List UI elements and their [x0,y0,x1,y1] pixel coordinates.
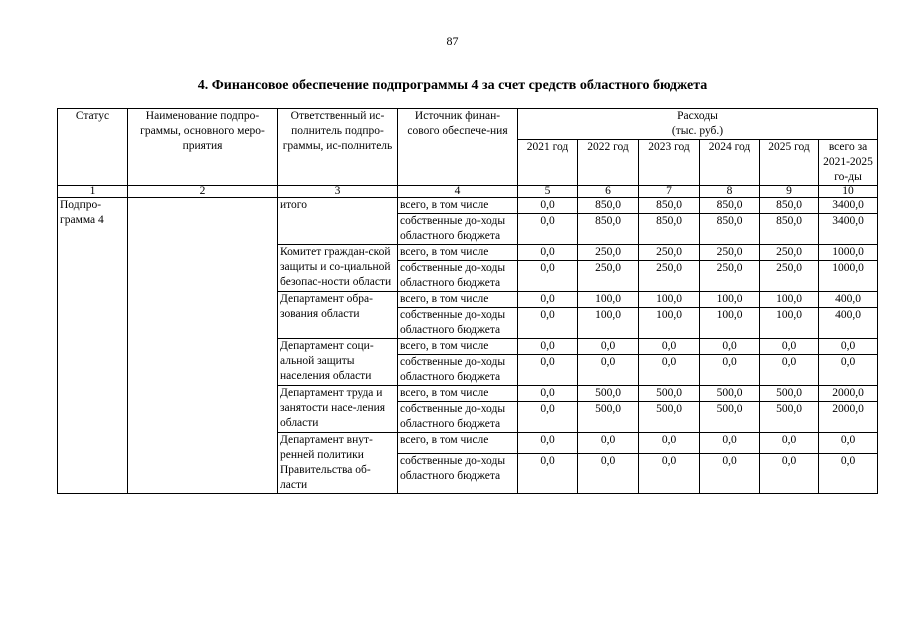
value-cell: 500,0 [639,402,700,433]
value-cell: 0,0 [518,386,578,402]
header-row [58,109,878,140]
value-cell: 250,0 [760,261,819,292]
value-cell: 100,0 [760,308,819,339]
page-number: 87 [446,34,459,48]
column-number: 6 [578,186,639,198]
value-cell: 250,0 [639,245,700,261]
value-cell: 500,0 [760,386,819,402]
source-cell: всего, в том числе [398,245,518,261]
value-cell: 850,0 [760,214,819,245]
header-year: 2024 год [700,140,760,186]
column-number: 9 [760,186,819,198]
column-number-row [58,186,878,198]
value-cell: 850,0 [578,198,639,214]
value-cell: 0,0 [760,433,819,454]
value-cell: 100,0 [578,308,639,339]
value-cell: 0,0 [518,245,578,261]
value-cell: 100,0 [700,308,760,339]
total-cell: 3400,0 [819,198,878,214]
source-cell: всего, в том числе [398,433,518,454]
value-cell: 0,0 [700,355,760,386]
value-cell: 500,0 [578,402,639,433]
executor-cell: Комитет граждан-ской защиты и со-циальной безопас-ности области [278,245,398,292]
total-cell: 0,0 [819,339,878,355]
header-year: 2023 год [639,140,700,186]
header-expenses-label: Расходы [677,110,718,122]
total-cell: 400,0 [819,292,878,308]
budget-table [57,108,878,494]
value-cell: 100,0 [700,292,760,308]
column-number: 7 [639,186,700,198]
value-cell: 500,0 [700,402,760,433]
executor-cell: Департамент труда и занятости насе-ления области [278,386,398,433]
value-cell: 250,0 [578,261,639,292]
value-cell: 0,0 [760,339,819,355]
header-total: всего за 2021-2025 го-ды [819,140,878,186]
value-cell: 500,0 [578,386,639,402]
value-cell: 0,0 [760,453,819,493]
value-cell: 100,0 [760,292,819,308]
value-cell: 250,0 [578,245,639,261]
value-cell: 0,0 [578,433,639,454]
total-cell: 400,0 [819,308,878,339]
value-cell: 500,0 [700,386,760,402]
value-cell: 0,0 [518,214,578,245]
value-cell: 0,0 [518,308,578,339]
executor-cell: Департамент соци-альной защиты населения области [278,339,398,386]
header-year: 2021 год [518,140,578,186]
total-cell: 2000,0 [819,402,878,433]
value-cell: 0,0 [518,198,578,214]
column-number: 4 [398,186,518,198]
value-cell: 850,0 [639,198,700,214]
header-year: 2025 год [760,140,819,186]
total-cell: 0,0 [819,433,878,454]
source-cell: собственные до-ходы областного бюджета [398,453,518,493]
total-cell: 1000,0 [819,261,878,292]
value-cell: 850,0 [700,214,760,245]
column-number: 10 [819,186,878,198]
value-cell: 850,0 [760,198,819,214]
budget-table-body [58,198,878,494]
section-title: 4. Финансовое обеспечение подпрограммы 4 за счет средств областного бюджета [197,78,708,93]
source-cell: всего, в том числе [398,386,518,402]
source-cell: собственные до-ходы областного бюджета [398,355,518,386]
header-status: Статус [58,109,128,186]
value-cell: 850,0 [639,214,700,245]
source-cell: собственные до-ходы областного бюджета [398,308,518,339]
header-source: Источник финан-сового обеспече-ния [398,109,518,186]
value-cell: 0,0 [578,355,639,386]
value-cell: 0,0 [518,261,578,292]
value-cell: 0,0 [639,453,700,493]
value-cell: 850,0 [578,214,639,245]
source-cell: всего, в том числе [398,292,518,308]
column-number: 2 [128,186,278,198]
value-cell: 0,0 [518,433,578,454]
value-cell: 0,0 [700,453,760,493]
executor-cell: Департамент обра-зования области [278,292,398,339]
total-cell: 1000,0 [819,245,878,261]
table-row [58,198,878,214]
header-name: Наименование подпро-граммы, основного меро-приятия [128,109,278,186]
source-cell: собственные до-ходы областного бюджета [398,402,518,433]
source-cell: всего, в том числе [398,198,518,214]
value-cell: 0,0 [578,339,639,355]
value-cell: 0,0 [760,355,819,386]
value-cell: 0,0 [518,355,578,386]
name-cell [128,198,278,494]
header-expenses-unit: (тыс. руб.) [671,125,724,137]
value-cell: 0,0 [518,453,578,493]
value-cell: 100,0 [639,292,700,308]
value-cell: 250,0 [700,245,760,261]
value-cell: 0,0 [578,453,639,493]
executor-cell: Департамент внут-ренней политики Правительства об-ласти [278,433,398,494]
value-cell: 250,0 [700,261,760,292]
column-number: 1 [58,186,128,198]
value-cell: 250,0 [760,245,819,261]
column-number: 3 [278,186,398,198]
value-cell: 0,0 [639,339,700,355]
value-cell: 0,0 [518,402,578,433]
header-year: 2022 год [578,140,639,186]
total-cell: 3400,0 [819,214,878,245]
value-cell: 0,0 [518,339,578,355]
value-cell: 250,0 [639,261,700,292]
header-expenses [518,109,878,140]
value-cell: 0,0 [700,433,760,454]
status-cell: Подпро-грамма 4 [58,198,128,494]
source-cell: собственные до-ходы областного бюджета [398,214,518,245]
value-cell: 850,0 [700,198,760,214]
total-cell: 0,0 [819,453,878,493]
value-cell: 100,0 [578,292,639,308]
value-cell: 500,0 [639,386,700,402]
source-cell: собственные до-ходы областного бюджета [398,261,518,292]
source-cell: всего, в том числе [398,339,518,355]
total-cell: 0,0 [819,355,878,386]
column-number: 5 [518,186,578,198]
value-cell: 100,0 [639,308,700,339]
header-executor: Ответственный ис-полнитель подпро-граммы, ис-полнитель [278,109,398,186]
value-cell: 0,0 [700,339,760,355]
executor-cell: итого [278,198,398,245]
column-number: 8 [700,186,760,198]
value-cell: 0,0 [639,433,700,454]
total-cell: 2000,0 [819,386,878,402]
value-cell: 0,0 [639,355,700,386]
value-cell: 500,0 [760,402,819,433]
value-cell: 0,0 [518,292,578,308]
